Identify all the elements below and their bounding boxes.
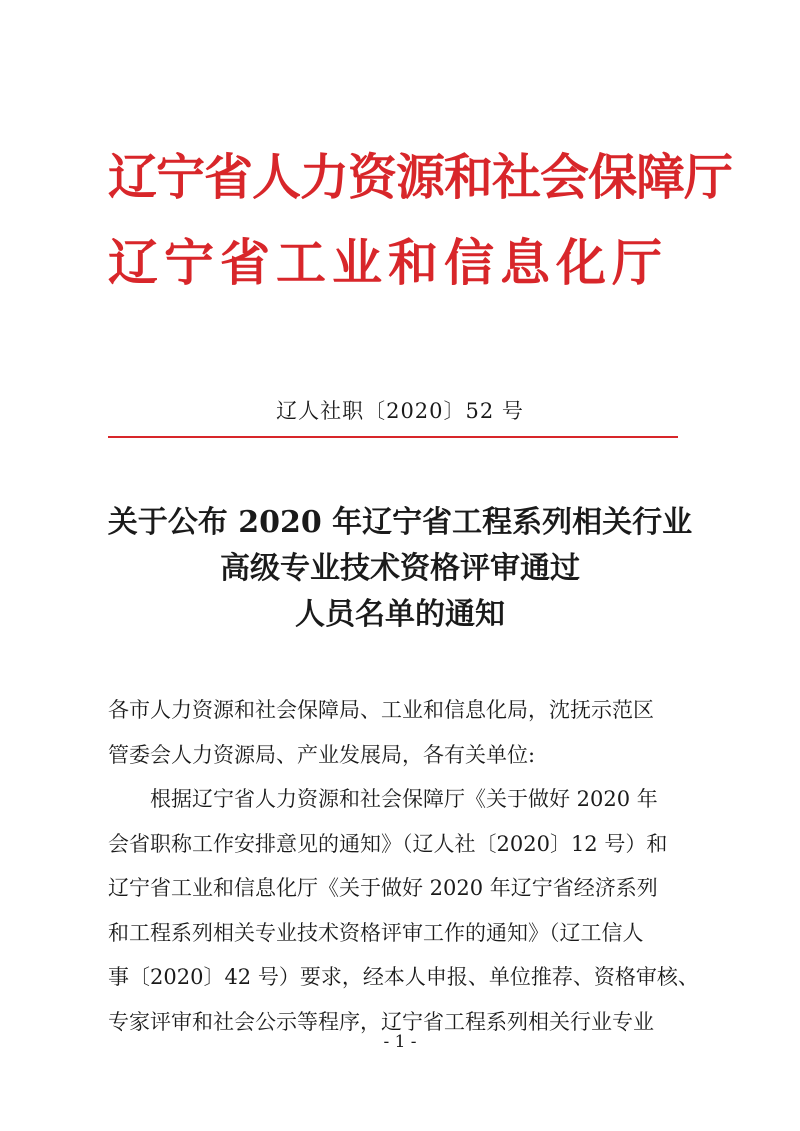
body-line: 专家评审和社会公示等程序，辽宁省工程系列相关行业专业 (108, 1009, 654, 1034)
body-line: 事〔2020〕42 号）要求，经本人申报、单位推荐、资格审核、 (108, 965, 699, 989)
body-line: 各市人力资源和社会保障局、工业和信息化局，沈抚示范区 (108, 698, 654, 722)
title-line-1: 关于公布 2020 年辽宁省工程系列相关行业 (107, 505, 693, 540)
document-title (0, 500, 800, 638)
document-number: 辽人社职〔2020〕52 号 (276, 399, 524, 423)
body-line: 辽宁省工业和信息化厅《关于做好 2020 年辽宁省经济系列 (108, 876, 658, 900)
issuer-name-1: 辽宁省人力资源和社会保障厅 (108, 149, 733, 206)
red-divider (108, 436, 678, 438)
body-line: 管委会人力资源局、产业发展局，各有关单位: (108, 742, 536, 767)
title-line-3: 人员名单的通知 (295, 597, 505, 632)
body-line: 根据辽宁省人力资源和社会保障厅《关于做好 2020 年 (150, 787, 658, 811)
title-line-2: 高级专业技术资格评审通过 (220, 551, 580, 586)
body-line: 会省职称工作安排意见的通知》（辽人社〔2020〕12 号）和 (108, 831, 668, 856)
document-body (108, 688, 699, 1044)
issuer-name-2: 辽宁省工业和信息化厅 (108, 234, 668, 292)
body-line: 和工程系列相关专业技术资格评审工作的通知》（辽工信人 (108, 920, 644, 945)
page-number: - 1 - (383, 1032, 417, 1052)
